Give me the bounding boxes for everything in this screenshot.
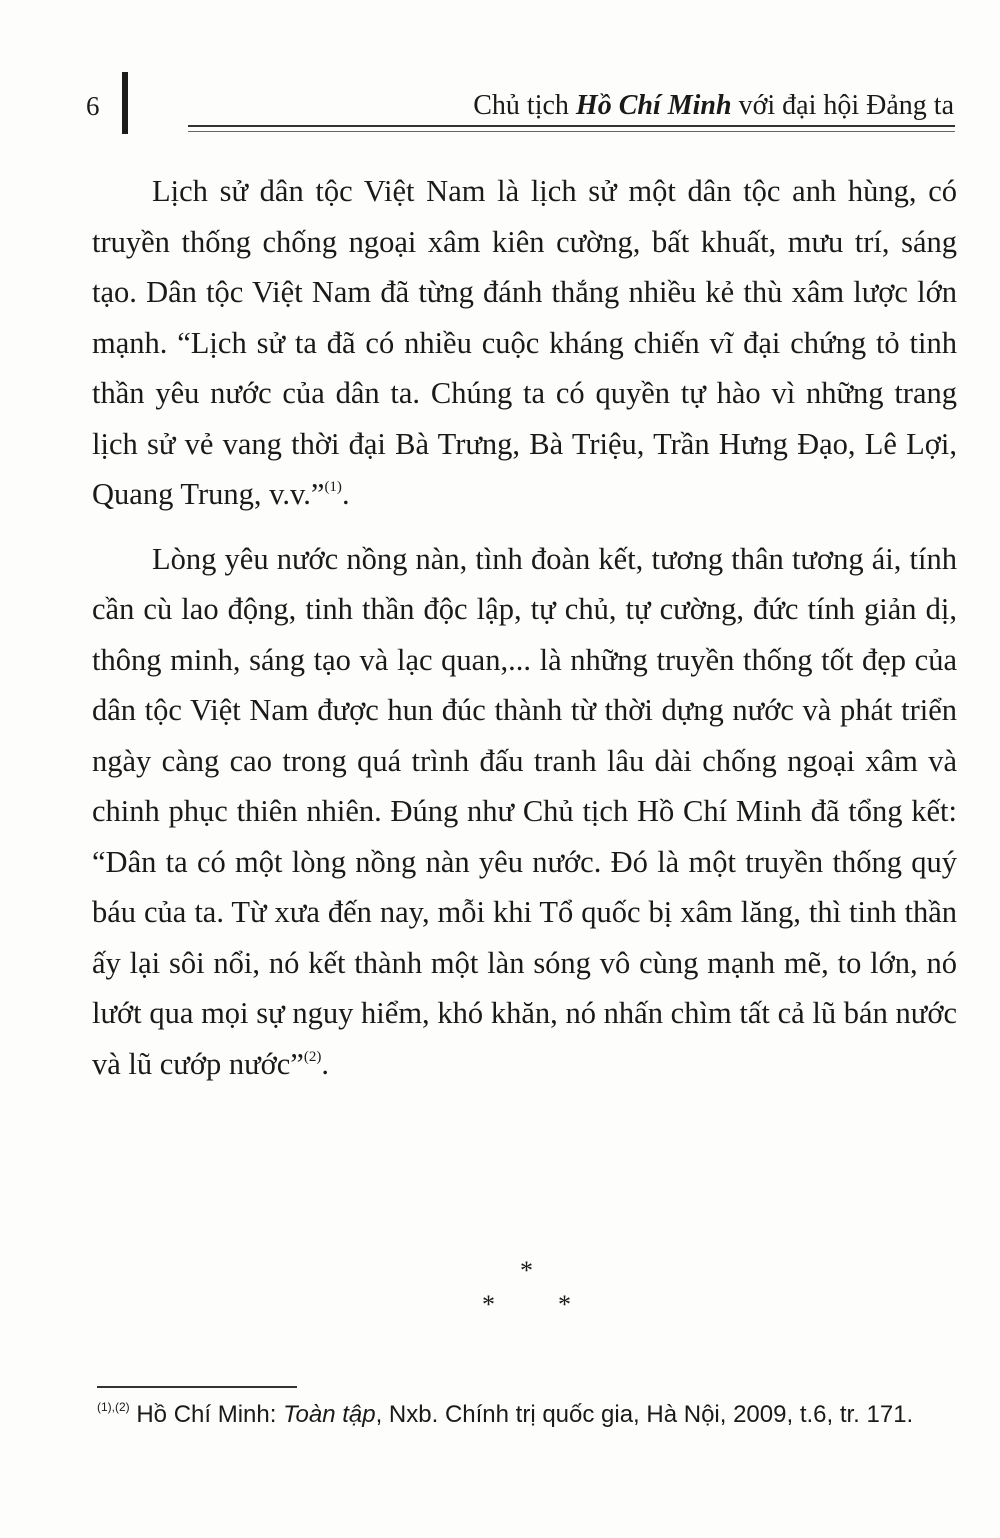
- footnote-work-title: Toàn tập: [283, 1401, 376, 1428]
- paragraph-1: [92, 166, 957, 520]
- footnote: [97, 1398, 977, 1432]
- header-rule: [188, 125, 955, 127]
- running-title-suffix: với đại hội Đảng ta: [731, 90, 954, 121]
- section-separator: [440, 1256, 620, 1326]
- footnote-rule: [97, 1386, 297, 1388]
- footnote-author: Hồ Chí Minh:: [129, 1401, 284, 1428]
- footnote-ref-1: (1): [324, 479, 342, 495]
- running-title-prefix: Chủ tịch: [473, 90, 576, 121]
- running-title-name: Hồ Chí Minh: [575, 90, 732, 121]
- separator-star-left: *: [482, 1290, 495, 1319]
- header-vertical-bar: [122, 72, 128, 134]
- page-number: 6: [86, 91, 100, 121]
- paragraph-1-text: Lịch sử dân tộc Việt Nam là lịch sử một dân tộc anh hùng, có truyền thống chống ngoại xâm kiên cường, bất khuất, mưu trí, sáng tạo. Dân tộc Việt Nam đã từng đánh thắng nhiều kẻ thù xâm lược lớn mạnh. “Lịch sử ta đã có nhiều cuộc kháng chiến vĩ đại chứng tỏ tinh thần yêu nước của dân ta. Chúng ta có quyền tự hào vì những trang lịch sử vẻ vang thời đại Bà Trưng, Bà Triệu, Trần Hưng Đạo, Lê Lợi, Quang Trung, v.v.”: [92, 174, 957, 511]
- paragraph-2-text: Lòng yêu nước nồng nàn, tình đoàn kết, tương thân tương ái, tính cần cù lao động, tinh thần độc lập, tự chủ, tự cường, đức tính giản dị, thông minh, sáng tạo và lạc quan,... là những truyền thống tốt đẹp của dân tộc Việt Nam được hun đúc thành từ thời dựng nước và phát triển ngày càng cao trong quá trình đấu tranh lâu dài chống ngoại xâm và chinh phục thiên nhiên. Đúng như Chủ tịch Hồ Chí Minh đã tổng kết: “Dân ta có một lòng nồng nàn yêu nước. Đó là một truyền thống quý báu của ta. Từ xưa đến nay, mỗi khi Tổ quốc bị xâm lăng, thì tinh thần ấy lại sôi nổi, nó kết thành một làn sóng vô cùng mạnh mẽ, to lớn, nó lướt qua mọi sự nguy hiểm, khó khăn, nó nhấn chìm tất cả lũ bán nước và lũ cướp nước”: [92, 541, 957, 1081]
- footnote-ref-2: (2): [303, 1048, 322, 1065]
- header-rule-thin: [188, 131, 955, 132]
- body-text: [92, 166, 957, 1089]
- running-title: [473, 88, 954, 124]
- footnote-details: , Nxb. Chính trị quốc gia, Hà Nội, 2009, t.6, tr. 171.: [375, 1401, 914, 1428]
- separator-star-right: *: [558, 1290, 571, 1319]
- paragraph-2-end: .: [321, 1046, 329, 1081]
- separator-star-top: *: [520, 1256, 533, 1285]
- paragraph-2: [92, 534, 957, 1090]
- paragraph-1-end: .: [341, 477, 350, 511]
- footnote-marker: (1),(2): [97, 1400, 130, 1414]
